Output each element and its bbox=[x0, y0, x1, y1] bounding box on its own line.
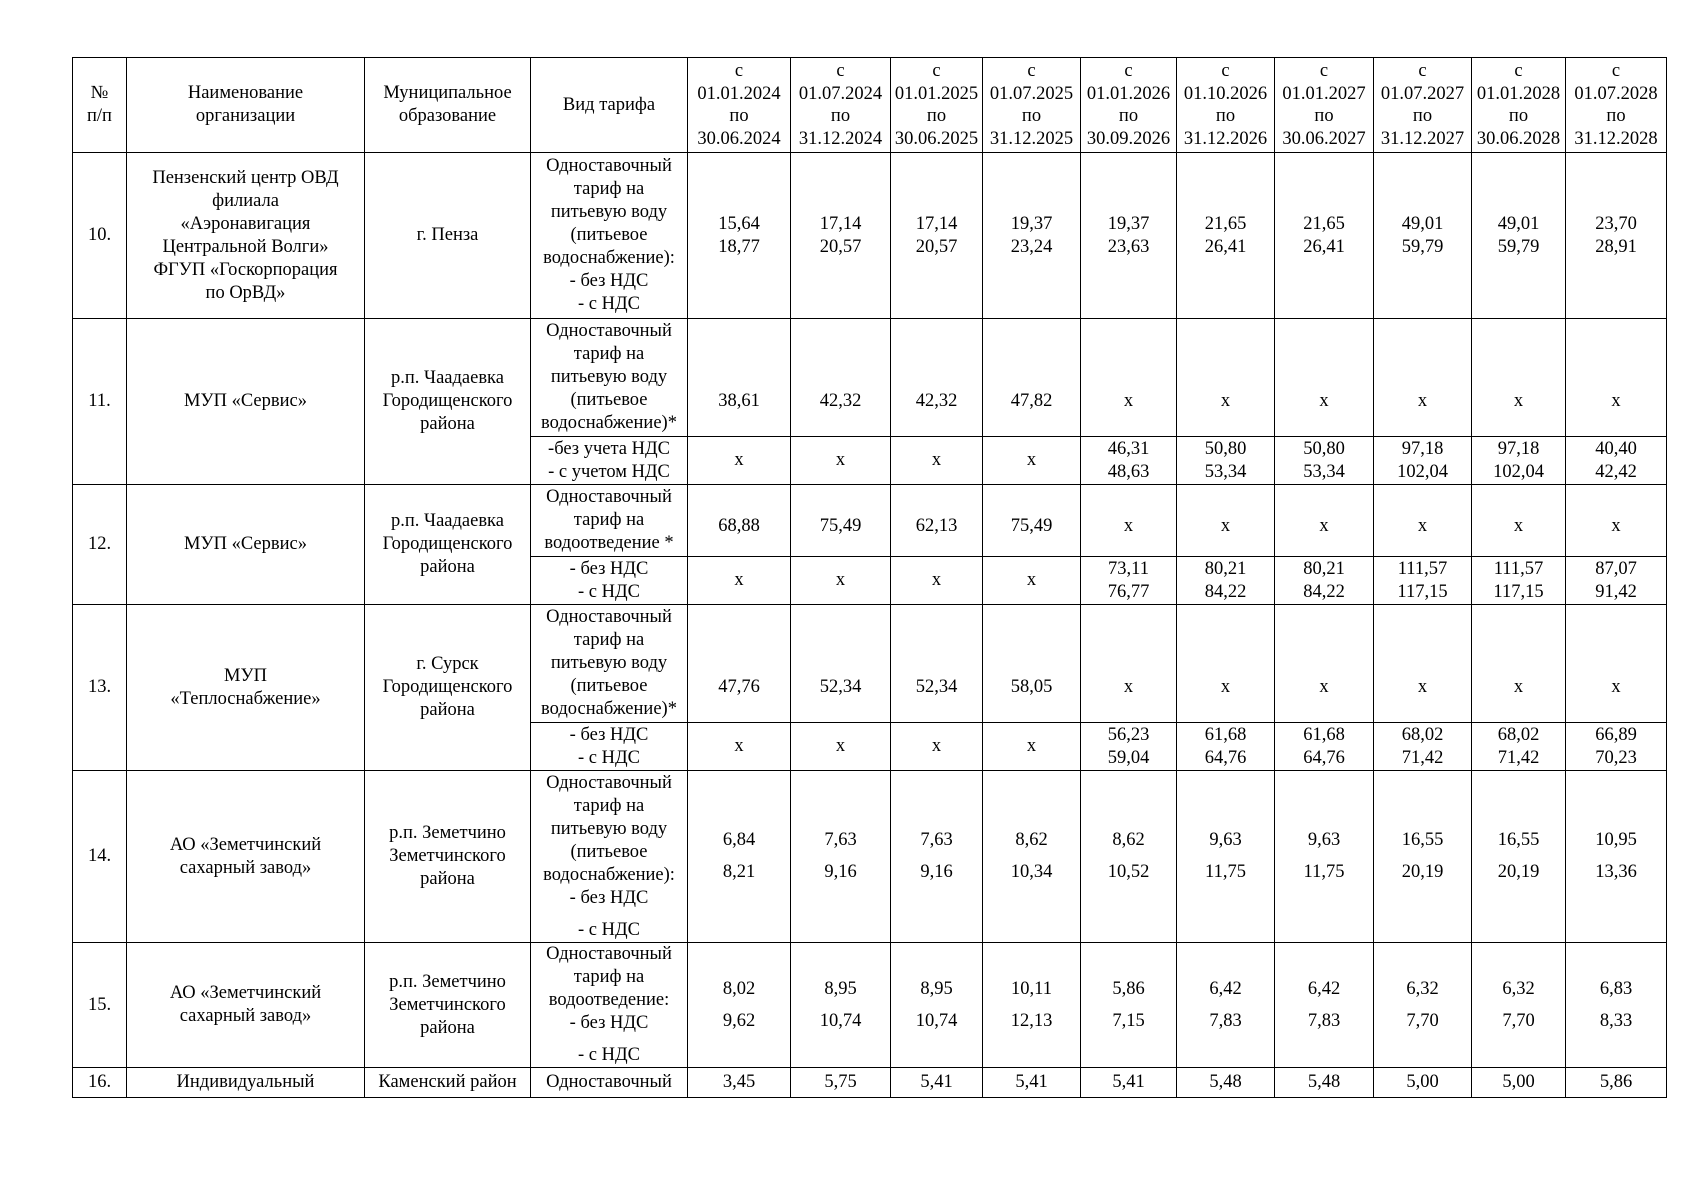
tariff-value: х bbox=[791, 437, 891, 485]
tariff-value: 49,01 59,79 bbox=[1374, 153, 1472, 319]
tariff-value: 56,23 59,04 bbox=[1081, 723, 1177, 771]
tariff-value: 61,68 64,76 bbox=[1177, 723, 1275, 771]
municipality: г. Сурск Городищенского района bbox=[365, 605, 531, 771]
tariff-type: Одноставочный тариф на питьевую воду (питьевое водоснабжение)* bbox=[531, 605, 688, 723]
row-number: 13. bbox=[73, 605, 127, 771]
tariff-value: х bbox=[791, 723, 891, 771]
tariff-value: 40,40 42,42 bbox=[1566, 437, 1667, 485]
tariff-value: х bbox=[791, 557, 891, 605]
table-row bbox=[73, 943, 1667, 1068]
tariff-type: -без учета НДС - с учетом НДС bbox=[531, 437, 688, 485]
organization-name: МУП «Сервис» bbox=[127, 319, 365, 485]
tariff-value: х bbox=[1275, 319, 1374, 437]
tariff-value: 23,70 28,91 bbox=[1566, 153, 1667, 319]
tariff-value: 111,57 117,15 bbox=[1374, 557, 1472, 605]
tariff-value: 75,49 bbox=[791, 485, 891, 557]
row-number: 12. bbox=[73, 485, 127, 605]
tariff-value: 58,05 bbox=[983, 605, 1081, 723]
tariff-value: 7,63 9,16 bbox=[891, 771, 983, 943]
header-row bbox=[73, 58, 1667, 153]
tariff-value: 9,63 11,75 bbox=[1177, 771, 1275, 943]
table-row bbox=[73, 771, 1667, 943]
organization-name: Индивидуальный bbox=[127, 1068, 365, 1098]
tariff-value: 46,31 48,63 bbox=[1081, 437, 1177, 485]
municipality: р.п. Чаадаевка Городищенского района bbox=[365, 319, 531, 485]
tariff-value: 68,02 71,42 bbox=[1472, 723, 1566, 771]
tariff-value: 8,95 10,74 bbox=[791, 943, 891, 1068]
municipality: р.п. Чаадаевка Городищенского района bbox=[365, 485, 531, 605]
tariff-value: х bbox=[1177, 319, 1275, 437]
header-tariff-type: Вид тарифа bbox=[531, 58, 688, 153]
tariff-value: 49,01 59,79 bbox=[1472, 153, 1566, 319]
tariff-value: 16,55 20,19 bbox=[1472, 771, 1566, 943]
header-period: с 01.01.2024 по 30.06.2024 bbox=[688, 58, 791, 153]
tariff-value: 10,95 13,36 bbox=[1566, 771, 1667, 943]
organization-name: Пензенский центр ОВД филиала «Аэронавигация Центральной Волги» ФГУП «Госкорпорация по ОрВД» bbox=[127, 153, 365, 319]
tariff-value: х bbox=[1472, 485, 1566, 557]
header-period: с 01.07.2025 по 31.12.2025 bbox=[983, 58, 1081, 153]
header-no: № п/п bbox=[73, 58, 127, 153]
tariff-value: х bbox=[688, 437, 791, 485]
tariff-value: 47,82 bbox=[983, 319, 1081, 437]
tariff-value: 9,63 11,75 bbox=[1275, 771, 1374, 943]
tariff-value: 50,80 53,34 bbox=[1177, 437, 1275, 485]
tariff-value: х bbox=[1081, 319, 1177, 437]
tariff-value: 52,34 bbox=[791, 605, 891, 723]
tariff-value: 8,62 10,34 bbox=[983, 771, 1081, 943]
tariff-type: Одноставочный тариф на питьевую воду (питьевое водоснабжение): - без НДС - с НДС bbox=[531, 153, 688, 319]
row-number: 10. bbox=[73, 153, 127, 319]
header-period: с 01.01.2028 по 30.06.2028 bbox=[1472, 58, 1566, 153]
table-row bbox=[73, 485, 1667, 557]
tariff-value: 5,75 bbox=[791, 1068, 891, 1098]
tariff-value: 5,48 bbox=[1177, 1068, 1275, 1098]
tariff-value: х bbox=[983, 437, 1081, 485]
tariff-value: 5,00 bbox=[1374, 1068, 1472, 1098]
tariff-value: 6,84 8,21 bbox=[688, 771, 791, 943]
tariff-value: 42,32 bbox=[791, 319, 891, 437]
tariff-value: х bbox=[1275, 485, 1374, 557]
tariff-value: 5,86 bbox=[1566, 1068, 1667, 1098]
tariff-value: 21,65 26,41 bbox=[1275, 153, 1374, 319]
header-period: с 01.01.2027 по 30.06.2027 bbox=[1275, 58, 1374, 153]
tariff-type: Одноставочный bbox=[531, 1068, 688, 1098]
tariff-value: 73,11 76,77 bbox=[1081, 557, 1177, 605]
row-number: 15. bbox=[73, 943, 127, 1068]
tariff-value: 6,32 7,70 bbox=[1472, 943, 1566, 1068]
tariff-value: 68,02 71,42 bbox=[1374, 723, 1472, 771]
tariff-value: 62,13 bbox=[891, 485, 983, 557]
organization-name: МУП «Сервис» bbox=[127, 485, 365, 605]
tariff-value: 8,02 9,62 bbox=[688, 943, 791, 1068]
tariff-value: 8,95 10,74 bbox=[891, 943, 983, 1068]
tariff-value: х bbox=[1177, 605, 1275, 723]
tariff-value: 6,42 7,83 bbox=[1177, 943, 1275, 1068]
tariff-value: 21,65 26,41 bbox=[1177, 153, 1275, 319]
tariff-type: - без НДС - с НДС bbox=[531, 723, 688, 771]
header-period: с 01.07.2027 по 31.12.2027 bbox=[1374, 58, 1472, 153]
tariff-value: х bbox=[1472, 319, 1566, 437]
row-number: 11. bbox=[73, 319, 127, 485]
tariff-value: х bbox=[891, 557, 983, 605]
tariff-value: х bbox=[688, 723, 791, 771]
tariff-value: 5,48 bbox=[1275, 1068, 1374, 1098]
tariff-value: х bbox=[983, 723, 1081, 771]
tariff-value: 6,83 8,33 bbox=[1566, 943, 1667, 1068]
tariff-value: 38,61 bbox=[688, 319, 791, 437]
tariff-value: 5,41 bbox=[983, 1068, 1081, 1098]
tariff-type: - без НДС - с НДС bbox=[531, 557, 688, 605]
table-row bbox=[73, 319, 1667, 437]
tariff-value: 5,00 bbox=[1472, 1068, 1566, 1098]
table-row bbox=[73, 153, 1667, 319]
row-number: 16. bbox=[73, 1068, 127, 1098]
municipality: Каменский район bbox=[365, 1068, 531, 1098]
tariff-value: х bbox=[1275, 605, 1374, 723]
tariff-value: х bbox=[1566, 319, 1667, 437]
tariff-value: 16,55 20,19 bbox=[1374, 771, 1472, 943]
tariff-value: х bbox=[688, 557, 791, 605]
tariff-value: 10,11 12,13 bbox=[983, 943, 1081, 1068]
tariff-table bbox=[72, 57, 1667, 1098]
tariff-value: 97,18 102,04 bbox=[1472, 437, 1566, 485]
tariff-value: х bbox=[1374, 485, 1472, 557]
tariff-value: х bbox=[1081, 485, 1177, 557]
tariff-value: 111,57 117,15 bbox=[1472, 557, 1566, 605]
tariff-value: 87,07 91,42 bbox=[1566, 557, 1667, 605]
header-municipality: Муниципальное образование bbox=[365, 58, 531, 153]
organization-name: МУП «Теплоснабжение» bbox=[127, 605, 365, 771]
municipality: р.п. Земетчино Земетчинского района bbox=[365, 771, 531, 943]
tariff-value: 80,21 84,22 bbox=[1275, 557, 1374, 605]
tariff-value: 68,88 bbox=[688, 485, 791, 557]
tariff-type: Одноставочный тариф на водоотведение * bbox=[531, 485, 688, 557]
tariff-value: 75,49 bbox=[983, 485, 1081, 557]
tariff-value: х bbox=[983, 557, 1081, 605]
tariff-value: х bbox=[891, 437, 983, 485]
tariff-value: 80,21 84,22 bbox=[1177, 557, 1275, 605]
tariff-value: х bbox=[891, 723, 983, 771]
tariff-value: 50,80 53,34 bbox=[1275, 437, 1374, 485]
tariff-value: 7,63 9,16 bbox=[791, 771, 891, 943]
tariff-type: Одноставочный тариф на водоотведение: - без НДС - с НДС bbox=[531, 943, 688, 1068]
tariff-value: 19,37 23,63 bbox=[1081, 153, 1177, 319]
header-period: с 01.10.2026 по 31.12.2026 bbox=[1177, 58, 1275, 153]
tariff-value: 17,14 20,57 bbox=[791, 153, 891, 319]
municipality: г. Пенза bbox=[365, 153, 531, 319]
header-period: с 01.07.2028 по 31.12.2028 bbox=[1566, 58, 1667, 153]
tariff-value: х bbox=[1081, 605, 1177, 723]
header-period: с 01.07.2024 по 31.12.2024 bbox=[791, 58, 891, 153]
row-number: 14. bbox=[73, 771, 127, 943]
organization-name: АО «Земетчинский сахарный завод» bbox=[127, 943, 365, 1068]
table-row bbox=[73, 605, 1667, 723]
tariff-value: 19,37 23,24 bbox=[983, 153, 1081, 319]
tariff-value: 3,45 bbox=[688, 1068, 791, 1098]
table-row bbox=[73, 1068, 1667, 1098]
tariff-value: 97,18 102,04 bbox=[1374, 437, 1472, 485]
tariff-type: Одноставочный тариф на питьевую воду (питьевое водоснабжение)* bbox=[531, 319, 688, 437]
tariff-value: 52,34 bbox=[891, 605, 983, 723]
header-period: с 01.01.2026 по 30.09.2026 bbox=[1081, 58, 1177, 153]
tariff-value: х bbox=[1374, 605, 1472, 723]
tariff-value: х bbox=[1566, 605, 1667, 723]
tariff-value: 66,89 70,23 bbox=[1566, 723, 1667, 771]
tariff-value: х bbox=[1472, 605, 1566, 723]
tariff-value: х bbox=[1177, 485, 1275, 557]
tariff-value: 6,42 7,83 bbox=[1275, 943, 1374, 1068]
tariff-value: 47,76 bbox=[688, 605, 791, 723]
tariff-value: 61,68 64,76 bbox=[1275, 723, 1374, 771]
tariff-value: 8,62 10,52 bbox=[1081, 771, 1177, 943]
header-organization: Наименование организации bbox=[127, 58, 365, 153]
tariff-value: 5,41 bbox=[1081, 1068, 1177, 1098]
tariff-value: 5,86 7,15 bbox=[1081, 943, 1177, 1068]
tariff-value: 6,32 7,70 bbox=[1374, 943, 1472, 1068]
tariff-value: 42,32 bbox=[891, 319, 983, 437]
organization-name: АО «Земетчинский сахарный завод» bbox=[127, 771, 365, 943]
header-period: с 01.01.2025 по 30.06.2025 bbox=[891, 58, 983, 153]
municipality: р.п. Земетчино Земетчинского района bbox=[365, 943, 531, 1068]
tariff-value: х bbox=[1566, 485, 1667, 557]
tariff-value: 15,64 18,77 bbox=[688, 153, 791, 319]
tariff-value: 5,41 bbox=[891, 1068, 983, 1098]
tariff-value: х bbox=[1374, 319, 1472, 437]
tariff-type: Одноставочный тариф на питьевую воду (питьевое водоснабжение): - без НДС - с НДС bbox=[531, 771, 688, 943]
tariff-value: 17,14 20,57 bbox=[891, 153, 983, 319]
